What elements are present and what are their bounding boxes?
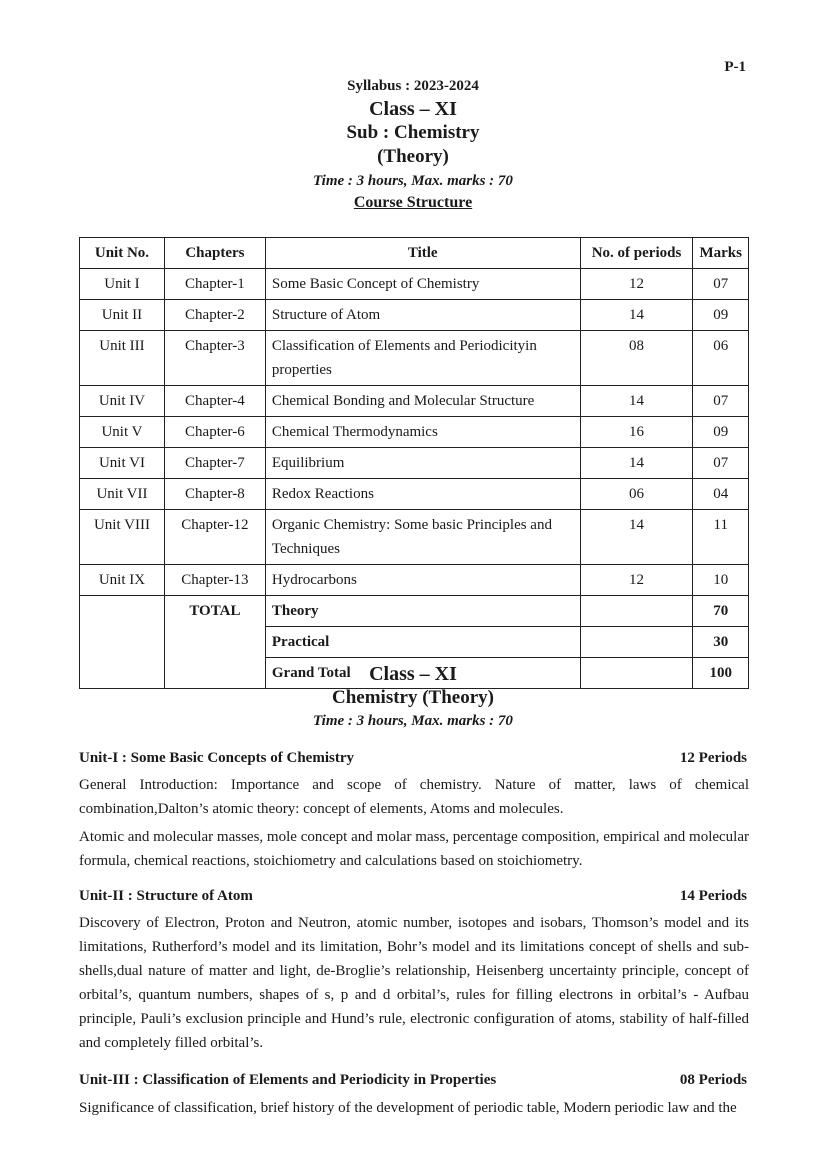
table-row [80,300,749,331]
unit-1-paragraph-2: Atomic and molecular masses, mole concept and molar mass, percentage composition, empirical and molecular formula, chemical reactions, stoichiometry and calculations based on stoichiometry. [79,829,749,869]
time-marks: Time : 3 hours, Max. marks : 70 [313,173,513,189]
cell-title: Structure of Atom [265,300,580,331]
col-header-marks: Marks [693,238,749,269]
cell-unit: Unit VI [80,448,165,479]
course-structure-heading: Course Structure [353,194,473,211]
cell-periods: 14 [580,300,693,331]
cell-marks: 09 [693,300,749,331]
cell-marks: 07 [693,448,749,479]
unit-3-periods: 08 Periods [679,1072,747,1088]
cell-periods: 14 [580,386,693,417]
cell-title: Equilibrium [265,448,580,479]
cell-marks: 07 [693,269,749,300]
col-header-chapters: Chapters [164,238,265,269]
section2-time-marks: Time : 3 hours, Max. marks : 70 [313,713,513,729]
cell-marks: 06 [693,331,749,386]
cell-title: Chemical Bonding and Molecular Structure [265,386,580,417]
unit-1-title: Unit-I : Some Basic Concepts of Chemistry [79,750,354,766]
cell-chapter: Chapter-4 [164,386,265,417]
total-practical-marks: 30 [693,627,749,658]
cell-chapter: Chapter-3 [164,331,265,386]
cell-marks: 04 [693,479,749,510]
table-row [80,386,749,417]
cell-marks: 11 [693,510,749,565]
cell-chapter: Chapter-2 [164,300,265,331]
unit-3-title: Unit-III : Classification of Elements and Periodicity in Properties [79,1072,497,1088]
table-row [80,565,749,596]
unit-1-periods: 12 Periods [679,750,747,766]
subject-heading: Sub : Chemistry [346,122,480,143]
table-row [80,448,749,479]
grand-total-marks: 100 [693,658,749,689]
cell-unit: Unit V [80,417,165,448]
cell-unit: Unit VII [80,479,165,510]
grand-total-label: Grand Total [265,658,580,689]
unit-3-paragraph-1: Significance of classification, brief history of the development of periodic table, Modern periodic law and the [79,1100,737,1116]
cell-chapter: Chapter-13 [164,565,265,596]
cell-periods: 12 [580,565,693,596]
unit-2-title: Unit-II : Structure of Atom [79,888,253,904]
cell-title: Hydrocarbons [265,565,580,596]
cell-chapter: Chapter-6 [164,417,265,448]
cell-periods: 14 [580,510,693,565]
page-number: P-1 [724,59,746,75]
table-row [80,269,749,300]
cell-chapter: Chapter-8 [164,479,265,510]
table-row [80,417,749,448]
course-structure-table [79,237,749,689]
total-label: TOTAL [164,596,265,689]
cell-title: Chemical Thermodynamics [265,417,580,448]
unit-3-heading [79,1072,747,1089]
theory-heading: (Theory) [377,146,449,167]
cell-title: Organic Chemistry: Some basic Principles and Techniques [265,510,580,565]
unit-1-paragraph-1: General Introduction: Importance and scope of chemistry. Nature of matter, laws of chemical combination,Dalton’s atomic theory: concept of elements, Atoms and molecules. [79,777,749,817]
table-header-row [80,238,749,269]
total-practical-periods [580,627,693,658]
cell-unit: Unit IX [80,565,165,596]
total-row-theory [80,596,749,627]
class-heading: Class – XI [369,98,457,120]
total-theory-marks: 70 [693,596,749,627]
section2-title: Chemistry (Theory) [332,687,494,708]
cell-chapter: Chapter-1 [164,269,265,300]
table-row [80,510,749,565]
cell-marks: 09 [693,417,749,448]
cell-unit: Unit III [80,331,165,386]
cell-unit: Unit I [80,269,165,300]
col-header-unit: Unit No. [80,238,165,269]
cell-periods: 14 [580,448,693,479]
section2-class-heading: Class – XI [369,663,457,685]
cell-periods: 06 [580,479,693,510]
cell-title: Classification of Elements and Periodicityin properties [265,331,580,386]
unit-2-paragraph-1: Discovery of Electron, Proton and Neutron, atomic number, isotopes and isobars, Thomson’s model and its limitations, Rutherford’s model and its limitation, Bohr’s model and its limitations concept of shells and sub-shells,dual nature of matter and light, de-Broglie’s relationship, Heisenberg uncertainty principle, concept of orbital’s, quantum numbers, shapes of s, p and d orbital’s, rules for filling electrons in orbital’s - Aufbau principle, Pauli’s exclusion principle and Hund’s rule, electronic configuration of atoms, stability of half-filled and completely filled orbital’s. [79,915,749,1051]
col-header-periods: No. of periods [580,238,693,269]
cell-chapter: Chapter-12 [164,510,265,565]
cell-unit: Unit VIII [80,510,165,565]
cell-periods: 16 [580,417,693,448]
unit-1-heading [79,750,747,767]
unit-2-periods: 14 Periods [679,888,747,904]
syllabus-year: Syllabus : 2023-2024 [347,78,479,94]
unit-2-heading [79,888,747,905]
cell-unit: Unit IV [80,386,165,417]
total-practical-label: Practical [265,627,580,658]
cell-title: Some Basic Concept of Chemistry [265,269,580,300]
cell-unit: Unit II [80,300,165,331]
total-theory-periods [580,596,693,627]
table-row [80,331,749,386]
col-header-title: Title [265,238,580,269]
table-row [80,479,749,510]
cell-marks: 07 [693,386,749,417]
cell-marks: 10 [693,565,749,596]
cell-periods: 12 [580,269,693,300]
cell-chapter: Chapter-7 [164,448,265,479]
cell-periods: 08 [580,331,693,386]
cell-title: Redox Reactions [265,479,580,510]
total-theory-label: Theory [265,596,580,627]
